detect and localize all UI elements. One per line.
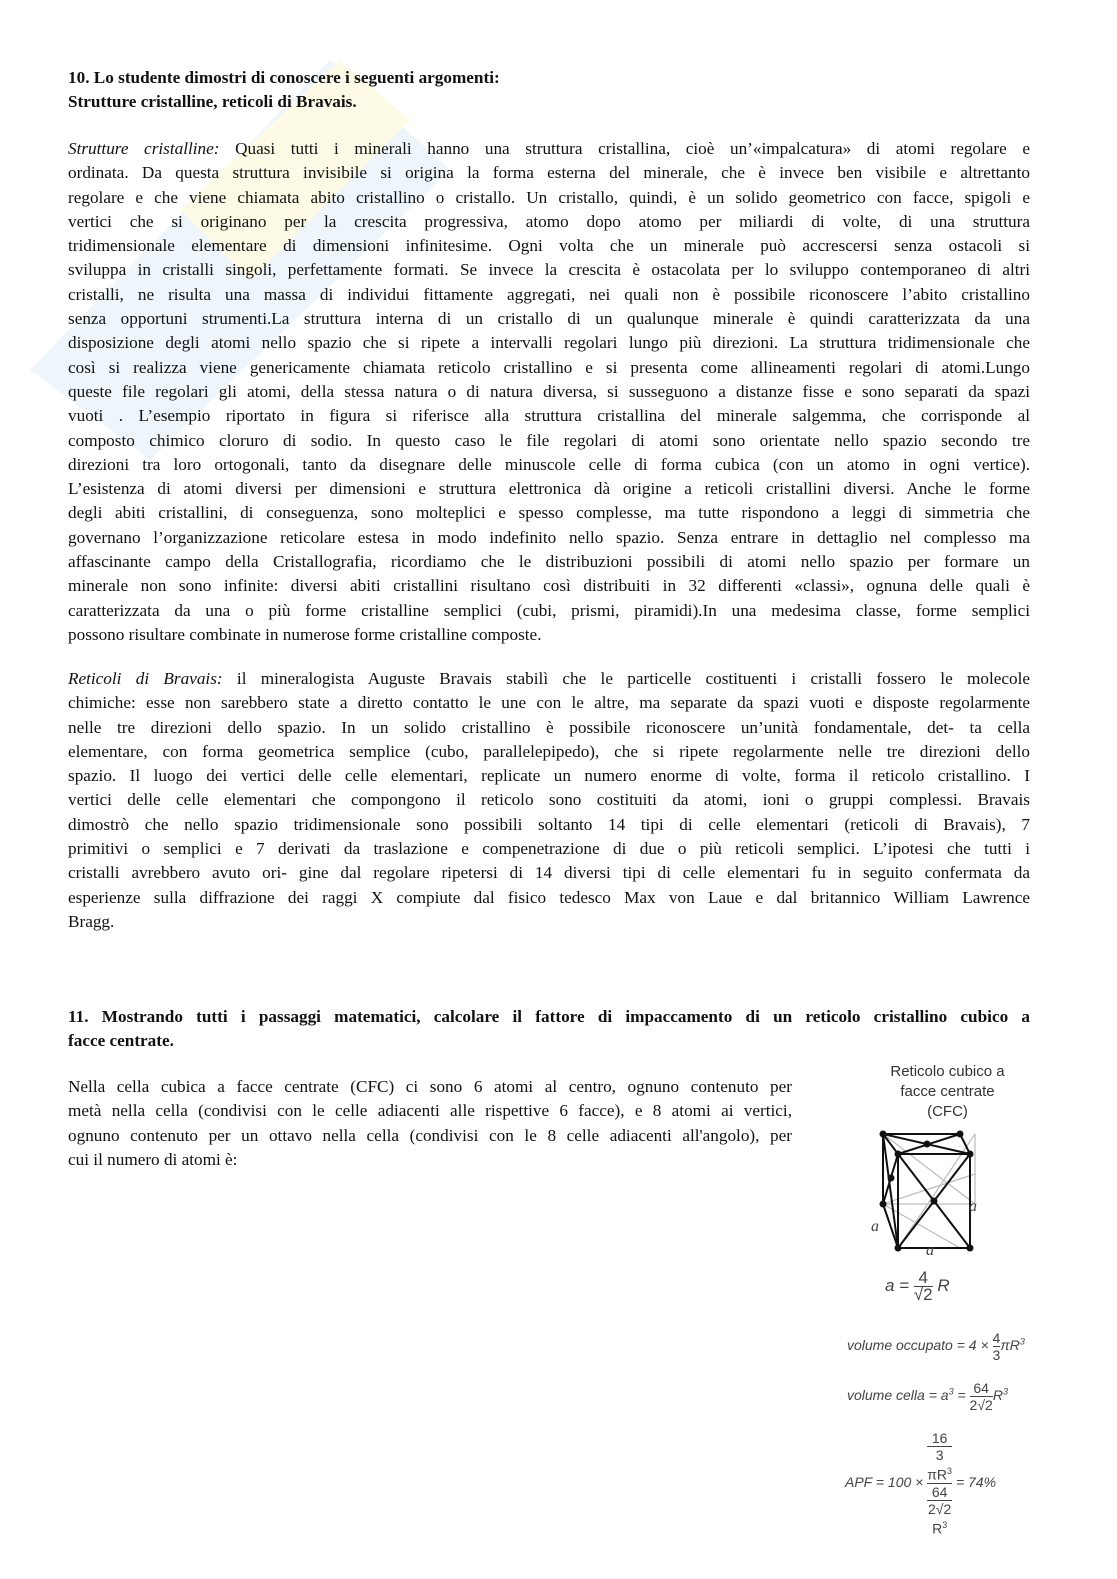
text-line: così si realizza viene genericamente chiamata reticolo cristallino e si presenta come allineamenti regolari di atomi.Lungo [68, 357, 1030, 377]
text-line: minerale non sono infinite: diversi abiti cristallini risultano così distribuiti in 32 differenti «classi», ognuna delle quali è [68, 576, 1030, 596]
text-line: dimostrò che nello spazio tridimensionale sono possibili soltanto 14 tipi di celle elementari (reticoli di Bravais), 7 [68, 814, 1030, 834]
text-line: degli abiti cristallini, di conseguenza, sono molteplici e spesso complesse, ma tutte rispondono a leggi di simmetria che [68, 503, 1030, 523]
text-line-content: il mineralogista Auguste Bravais stabilì che le particelle costituenti i cristalli fossero le molecole [222, 669, 1030, 688]
paragraph-reticoli-bravais [68, 667, 1030, 934]
text-line: caratterizzata da una o più forme cristalline semplici (cubi, prismi, piramidi).In una medesima classe, forme semplici [68, 600, 1030, 620]
text-line: disposizione degli atomi nello spazio che si ripete a intervalli regolari lungo più direzioni. La struttura tridimensionale che [68, 333, 1030, 353]
text-line [68, 667, 1030, 691]
heading-line: facce centrate. [68, 1031, 174, 1051]
text-line: ognuno contenuto per un ottavo nella cella (condivisi con le 8 celle adiacenti all'angolo), per [68, 1125, 792, 1145]
text-line: regolare e che viene chiamata abito cristallino o cristallo. Un cristallo, quindi, è un solido geometrico con facce, spigoli e [68, 187, 1030, 207]
cfc-figure [835, 1062, 1060, 1537]
text-line: possono risultare combinate in numerose forme cristalline composte. [68, 624, 542, 644]
question-10-heading [68, 66, 500, 115]
equation-apf: APF = 100 × 16 3 $\pi R^3$ 64 2√2 $R^3$ = 74% [845, 1430, 997, 1537]
text-line: primitivi o semplici e 7 derivati da traslazione e compenetrazione di due o più reticoli semplici. L’ipotesi che tutti i [68, 839, 1030, 859]
paragraph-label: Strutture cristalline: [68, 139, 220, 158]
text-line: queste file regolari gli atomi, della stessa natura o di natura diversa, si susseguono a distanze fisse e sono separati da spazi [68, 381, 1030, 401]
heading-line: 11. Mostrando tutti i passaggi matematici, calcolare il fattore di impaccamento di un reticolo cristallino cubico a [68, 1007, 1030, 1026]
text-line: cristalli avrebbero avuto ori- gine dal regolare ripetersi di 14 diversi tipi di celle elementari fu in seguito confermata da [68, 863, 1030, 883]
equation-lattice-param: a = $\frac{4}{√2}$ R [885, 1268, 950, 1304]
question-11-heading [68, 1005, 1030, 1054]
text-line: cui il numero di atomi è: [68, 1149, 238, 1169]
text-line [68, 137, 1030, 161]
text-line: cristalli, ne risulta una massa di individui fittamente aggregati, nei quali non è possibile riconoscere l’abito cristallino [68, 284, 1030, 304]
text-line: sviluppa in cristalli singoli, perfettamente formati. Se invece la crescita è ostacolata per lo sviluppo contemporaneo di altri [68, 260, 1030, 280]
text-line: affascinante campo della Cristallografia, ricordiamo che le distribuzioni possibili di atomi nello spazio per formare un [68, 552, 1030, 572]
text-line: metà nella cella (condivisi con le celle adiacenti alle rispettive 6 facce), e 8 atomi ai vertici, [68, 1101, 792, 1121]
text-line: direzioni tra loro ortogonali, tanto da disegnare delle minuscole celle di forma cubica (con un atomo in ogni vertice). [68, 454, 1030, 474]
paragraph-cfc [68, 1075, 792, 1172]
equation-cell-volume: volume cella = $a^3$ = $\frac{64}{2√2}$ $R^3$ [847, 1380, 1008, 1413]
figure-caption: Reticolo cubico a facce centrate (CFC) [890, 1063, 1005, 1120]
text-line: Bragg. [68, 911, 115, 931]
edge-label: a [871, 1218, 879, 1235]
text-line: composto chimico cloruro di sodio. In questo caso le file regolari di atomi sono orientate nello spazio secondo tre [68, 430, 1030, 450]
heading-line: Strutture cristalline, reticoli di Bravais. [68, 92, 357, 112]
edge-label: a [969, 1198, 977, 1215]
edge-label: a [926, 1242, 934, 1259]
text-line: nelle tre direzioni dello spazio. In un solido cristallino è possibile riconoscere un’unità fondamentale, det- ta cella [68, 717, 1030, 737]
text-line: vertici che si originano per la crescita progressiva, atomo dopo atomo per miliardi di volte, di una struttura [68, 211, 1030, 231]
text-line: esperienze sulla diffrazione dei raggi X compiute dal fisico tedesco Max von Laue e dal britannico William Lawrence [68, 887, 1030, 907]
text-line: Nella cella cubica a facce centrate (CFC) ci sono 6 atomi al centro, ognuno contenuto per [68, 1077, 792, 1096]
text-line: chimiche: esse non sarebbero state a diretto contatto le une con le altre, ma separate da spazi vuoti e disposte regolarmente [68, 693, 1030, 713]
text-line: tridimensionale elementare di dimensioni infinitesime. Ogni volta che un minerale può accrescersi senza ostacoli si [68, 236, 1030, 256]
text-line: governano l’organizzazione reticolare estesa in modo indefinito nello spazio. Senza entrare in dettaglio nel complesso ma [68, 527, 1030, 547]
paragraph-strutture-cristalline [68, 137, 1030, 647]
text-line: senza opportuni strumenti.La struttura interna di un cristallo di un qualunque minerale è quindi caratterizzata da una [68, 309, 1030, 329]
fcc-cube-diagram [865, 1128, 1015, 1268]
text-line: L’esistenza di atomi diversi per dimensioni e struttura elettronica dà origine a reticoli cristallini diversi. Anche le forme [68, 479, 1030, 499]
text-line: vertici delle celle elementari che compongono il reticolo sono costituiti da atomi, ioni o gruppi complessi. Bravais [68, 790, 1030, 810]
paragraph-label: Reticoli di Bravais: [68, 669, 223, 688]
text-line: ordinata. Da questa struttura invisibile si origina la forma esterna del minerale, che è invece ben visibile e altrettanto [68, 163, 1030, 183]
text-line: vuoti . L’esempio riportato in figura si riferisce alla struttura cristallina del minerale salgemma, che corrisponde al [68, 406, 1030, 426]
equation-occupied-volume: volume occupato = 4 × $\frac{4}{3}$ $\pi R^3$ [847, 1330, 1025, 1363]
text-line: elementare, con forma geometrica semplice (cubo, parallelepipedo), che si ripete regolarmente nelle tre direzioni dello [68, 741, 1030, 761]
text-line-content: Quasi tutti i minerali hanno una struttura cristallina, cioè un’«impalcatura» di atomi regolare e [219, 139, 1030, 158]
text-line: spazio. Il luogo dei vertici delle celle elementari, replicate un numero enorme di volte, forma il reticolo cristallino. I [68, 766, 1030, 786]
heading-line: 10. Lo studente dimostri di conoscere i seguenti argomenti: [68, 68, 500, 87]
